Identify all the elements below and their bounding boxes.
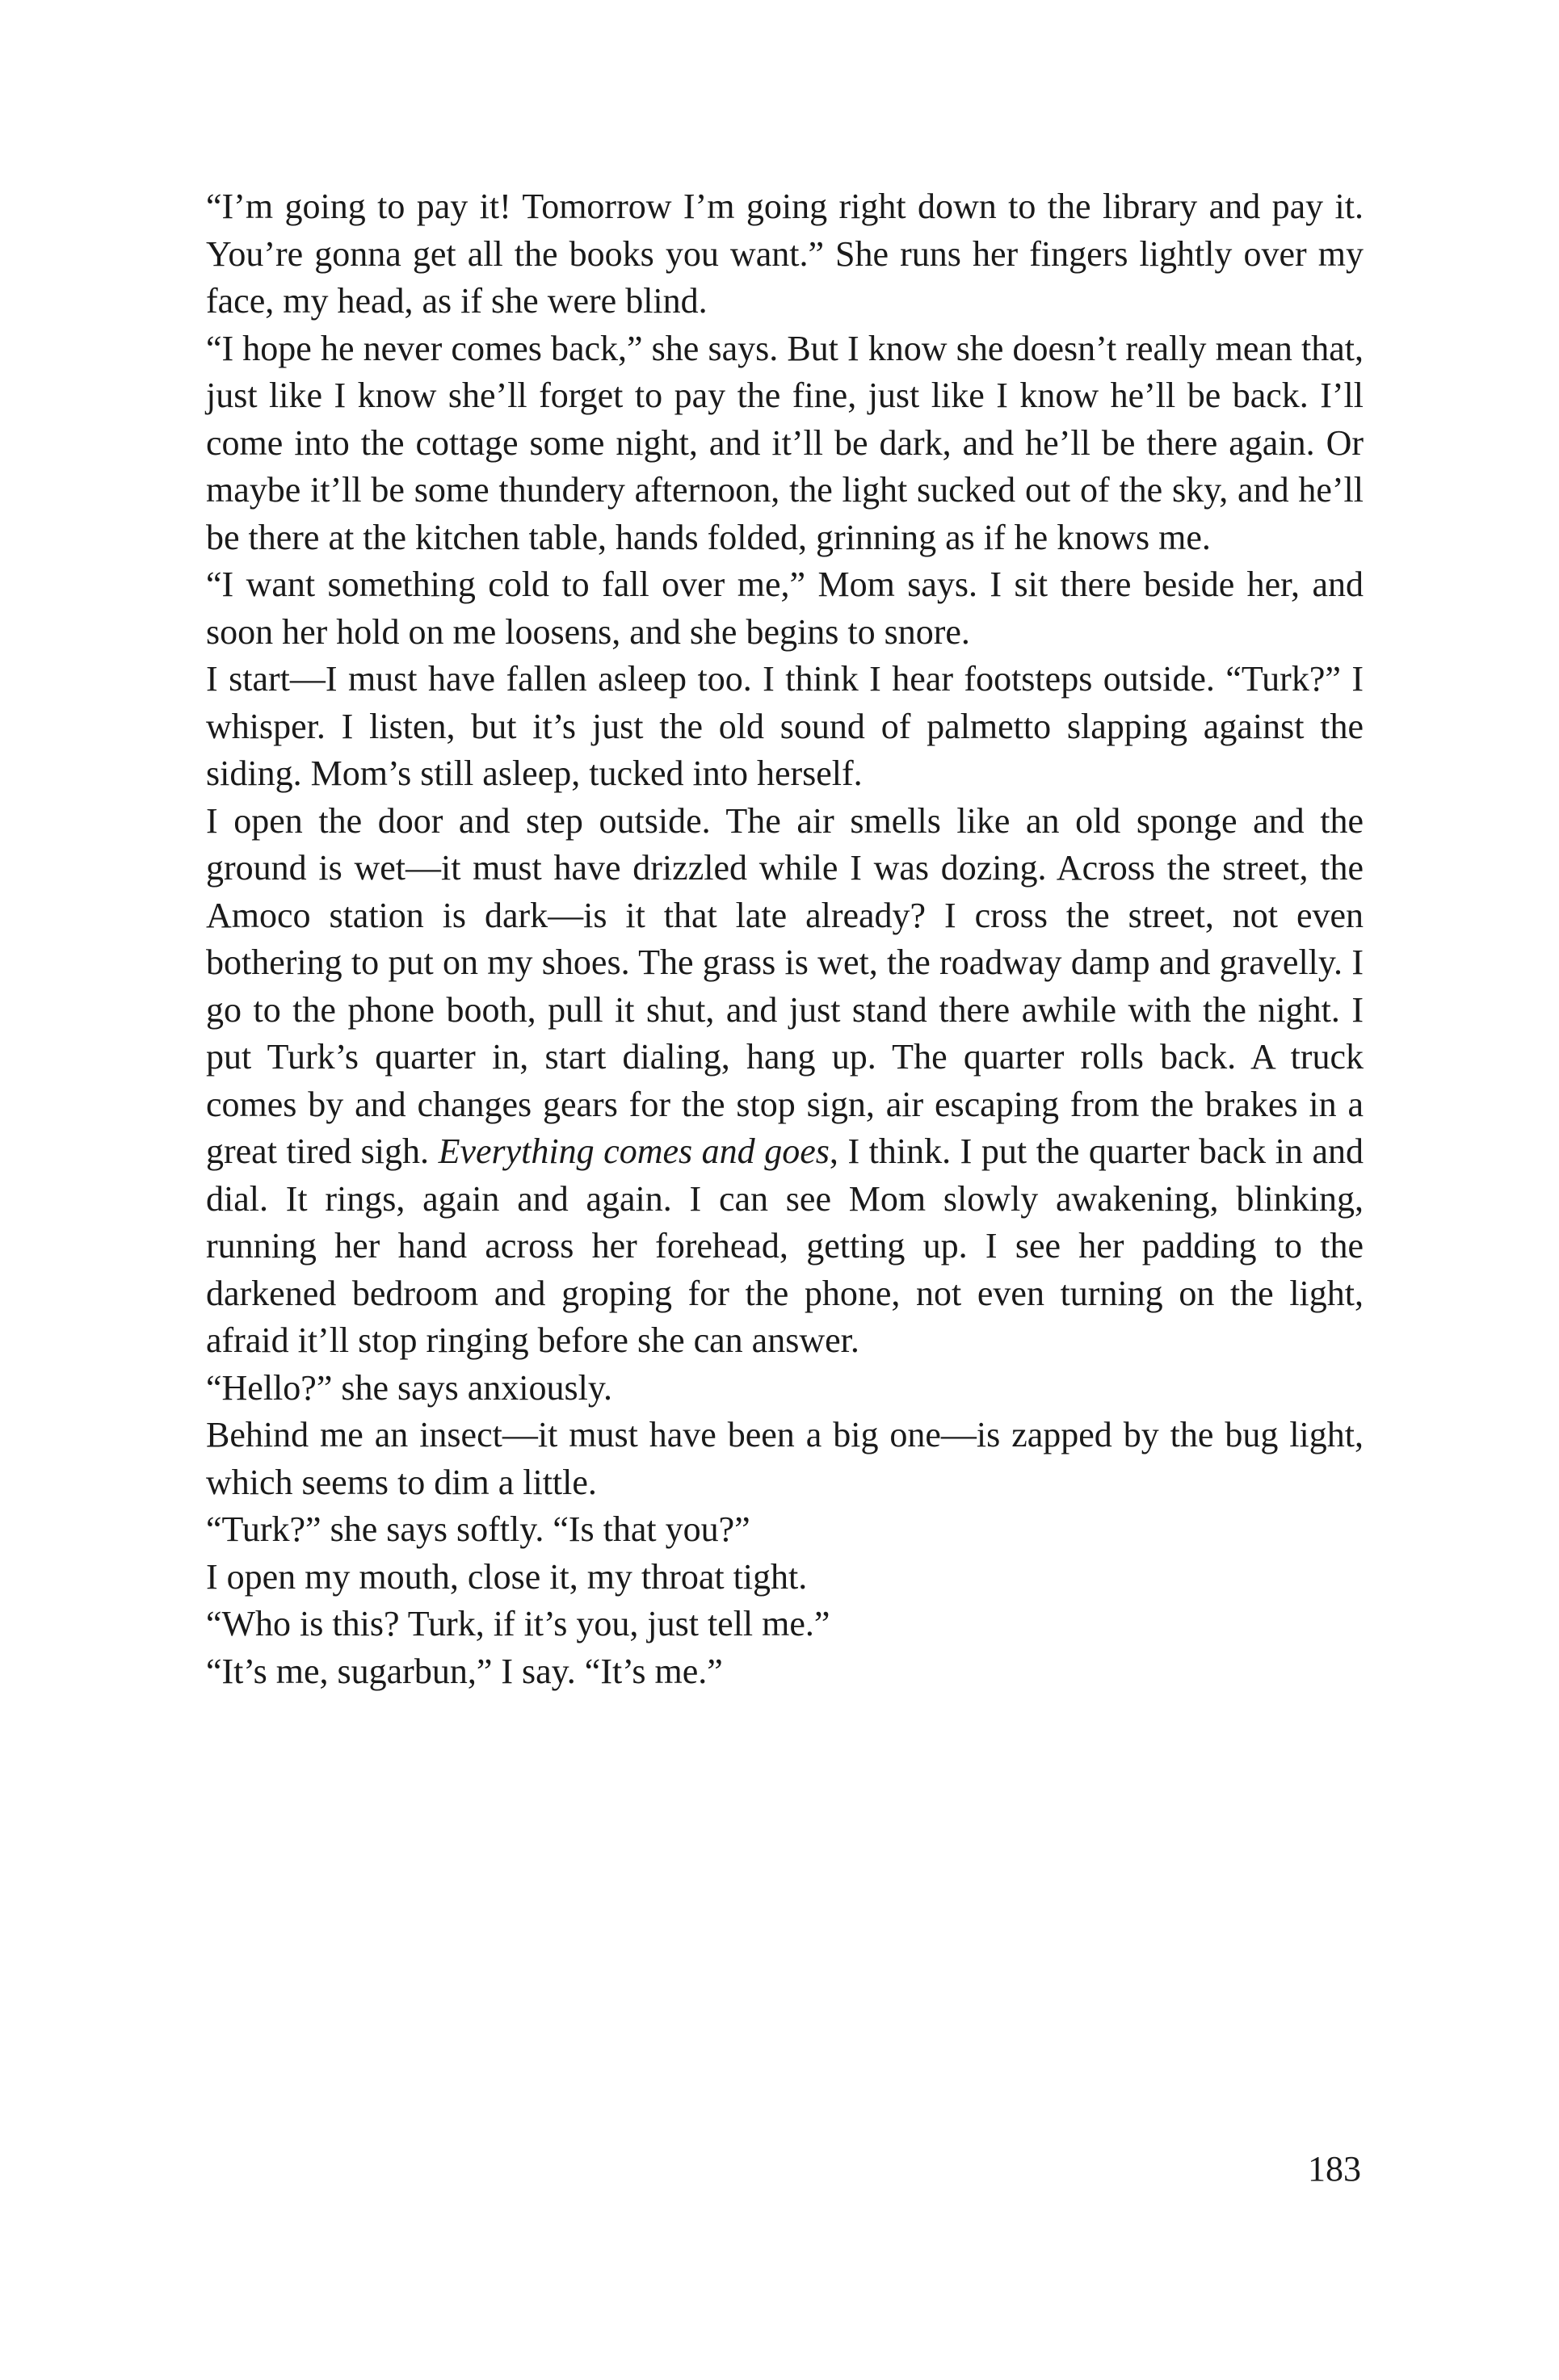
paragraph-text: , I think. I put the quarter back in and dial. It rings, again and again. I can see Mom slowly awakening, blinking, running her hand across her forehead, getting up. I see her padding to the darkened bedroom and groping for the phone, not even turning on the light, afraid it’ll stop ringing before she can answer. [206, 1131, 1364, 1360]
paragraph: I open my mouth, close it, my throat tight. [206, 1556, 808, 1597]
paragraph: Behind me an insect—it must have been a big one—is zapped by the bug light, which seems to dim a little. [206, 1415, 1364, 1502]
italic-phrase: Everything comes and goes [438, 1131, 830, 1171]
paragraph: “Who is this? Turk, if it’s you, just tell me.” [206, 1604, 830, 1643]
paragraph: “Hello?” she says anxiously. [206, 1367, 613, 1408]
page-number: 183 [1308, 2149, 1361, 2189]
paragraph-text: I open the door and step outside. The air smells like an old sponge and the ground is wet—it must have drizzled while I was dozing. Across the street, the Amoco station is dark—is it that late already? I cross the street, not even bothering to put on my shoes. The grass is wet, the roadway damp and gravelly. I go to the phone booth, pull it shut, and just stand there awhile with the night. I put Turk’s quarter in, start dialing, hang up. The quarter rolls back. A truck comes by and changes gears for the stop sign, air escaping from the brakes in a great tired sigh. [206, 800, 1364, 1171]
paragraph: “Turk?” she says softly. “Is that you?” [206, 1509, 750, 1549]
paragraph: “I hope he never comes back,” she says. But I know she doesn’t really mean that, just like I know she’ll forget to pay the fine, just like I know he’ll be back. I’ll come into the cottage some night, and it’ll be dark, and he’ll be there again. Or maybe it’ll be some thundery afternoon, the light sucked out of the sky, and he’ll be there at the kitchen table, hands folded, grinning as if he knows me. [206, 328, 1364, 557]
body-text [206, 183, 1364, 1695]
paragraph: “It’s me, sugarbun,” I say. “It’s me.” [206, 1651, 723, 1691]
paragraph: “I want something cold to fall over me,” Mom says. I sit there beside her, and soon her hold on me loosens, and she begins to snore. [206, 565, 1364, 652]
paragraph: “I’m going to pay it! Tomorrow I’m going right down to the library and pay it. You’re gonna get all the books you want.” She runs her fingers lightly over my face, my head, as if she were blind. [206, 187, 1364, 321]
paragraph [206, 798, 1364, 1365]
paragraph: I start—I must have fallen asleep too. I think I hear footsteps outside. “Turk?” I whisper. I listen, but it’s just the old sound of palmetto slapping against the siding. Mom’s still asleep, tucked into herself. [206, 659, 1364, 793]
